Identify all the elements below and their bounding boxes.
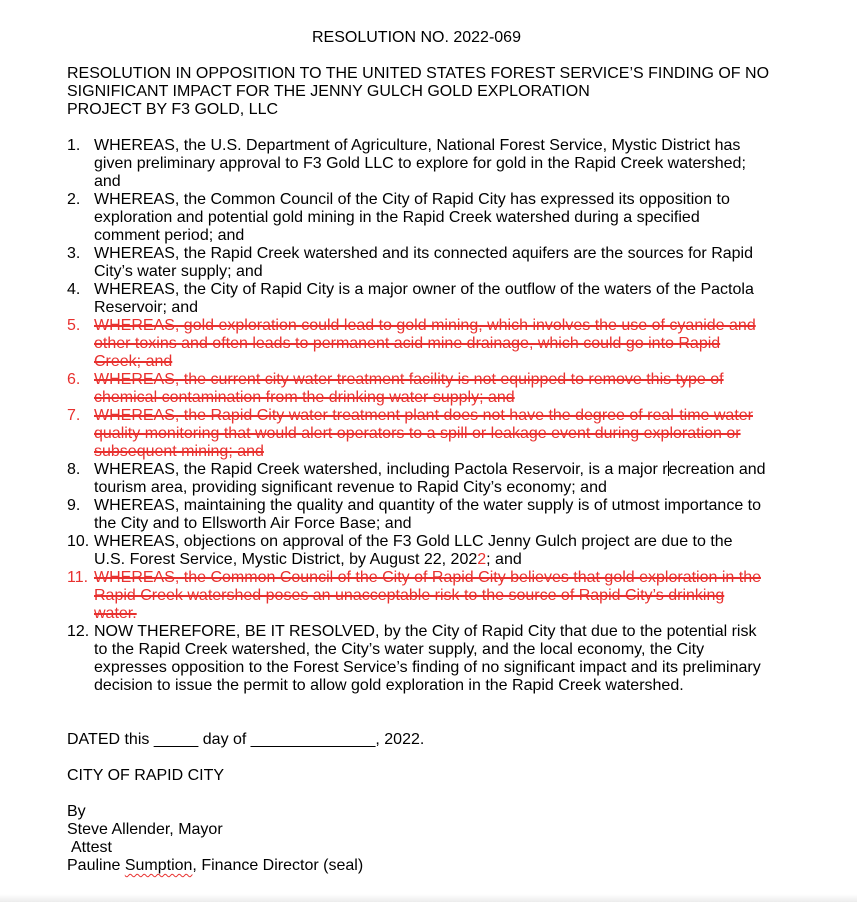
clause-text: WHEREAS, the City of Rapid City is a major owner of the outflow of the waters of the Pactola Reservoir; and [94,281,754,316]
clause-text: WHEREAS, the Common Council of the City of Rapid City has expressed its opposition to exploration and potential gold mining in the Rapid Creek watershed during a specified comment period; and [94,191,730,244]
heading-line: RESOLUTION IN OPPOSITION TO THE UNITED STATES FOREST SERVICE’S FINDING OF NO [67,65,770,82]
clause-text: WHEREAS, maintaining the quality and quantity of the water supply is of utmost importance to the City and to Ellsworth Air Force Base; and [94,497,761,532]
page-bottom-edge [0,894,857,902]
clause-number: 9. [67,497,81,514]
clause-3 [67,245,767,281]
clause-text-part: ecreation and tourism area, providing significant revenue to Rapid City’s economy; and [94,461,766,496]
finance-title: , Finance Director (seal) [192,857,364,874]
clause-text [94,533,733,568]
clause-2 [67,191,767,245]
clause-text-struck: WHEREAS, gold exploration could lead to gold mining, which involves the use of cyanide and other toxins and often leads to permanent acid mine drainage, which could go into Rapid Creek; and [94,317,756,370]
clause-number: 6. [67,371,81,388]
by-label: By [67,803,86,820]
clause-7-deleted [67,407,767,461]
clause-9 [67,497,767,533]
tracked-insertion: 2 [477,551,487,568]
clause-6-deleted [67,371,767,407]
clause-11-deleted [67,569,767,623]
heading-line: PROJECT BY F3 GOLD, LLC [67,101,279,118]
clause-text-struck: WHEREAS, the current city water treatment facility is not equipped to remove this type of chemical contamination from the drinking water supply; and [94,371,724,406]
clause-number: 2. [67,191,81,208]
clause-10 [67,533,767,569]
attest-label: Attest [71,839,112,856]
clause-list [67,137,767,695]
clause-number: 8. [67,461,81,478]
dated-line: DATED this _____ day of ______________, 2022. [67,731,425,748]
city-name: CITY OF RAPID CITY [67,767,225,784]
clause-text [94,461,766,496]
heading-line: SIGNIFICANT IMPACT FOR THE JENNY GULCH GOLD EXPLORATION [67,83,590,100]
clause-text: WHEREAS, the Rapid Creek watershed and its connected aquifers are the sources for Rapid City’s water supply; and [94,245,753,280]
clause-number: 5. [67,317,81,334]
clause-5-deleted [67,317,767,371]
clause-text: WHEREAS, the U.S. Department of Agriculture, National Forest Service, Mystic District has given preliminary approval to F3 Gold LLC to explore for gold in the Rapid Creek watershed; and [94,137,746,190]
finance-director-signature [67,857,363,875]
clause-text-part: WHEREAS, the Rapid Creek watershed, including Pactola Reservoir, is a major r [94,461,668,478]
clause-text-part: ; and [486,551,522,568]
clause-number: 3. [67,245,81,262]
clause-4 [67,281,767,317]
clause-8 [67,461,767,497]
signature-block [67,803,363,875]
resolution-heading [67,65,787,119]
clause-number: 11. [67,569,89,586]
clause-number: 10. [67,533,90,550]
clause-number: 1. [67,137,81,154]
clause-12 [67,623,767,695]
clause-1 [67,137,767,191]
clause-text-part: WHEREAS, objections on approval of the F3 Gold LLC Jenny Gulch project are due to the U.S. Forest Service, Mystic District, by August 22, 202 [94,533,733,568]
finance-first-name: Pauline [67,857,125,874]
clause-text-struck: WHEREAS, the Rapid City water treatment plant does not have the degree of real-time water quality monitoring that would alert operators to a spill or leakage event during exploration or subsequent mining; and [94,407,753,460]
mayor-signature: Steve Allender, Mayor [67,821,223,838]
clause-number: 4. [67,281,81,298]
resolution-number: RESOLUTION NO. 2022-069 [312,29,521,46]
spellcheck-flagged-word: Sumption [124,857,193,874]
clause-number: 7. [67,407,81,424]
clause-number: 12. [67,623,90,640]
clause-text-struck: WHEREAS, the Common Council of the City of Rapid City believes that gold exploration in the Rapid Creek watershed poses an unacceptable risk to the source of Rapid City’s drinking water. [94,569,761,622]
clause-text: NOW THEREFORE, BE IT RESOLVED, by the City of Rapid City that due to the potential risk to the Rapid Creek watershed, the City’s water supply, and the local economy, the City expresses opposition to the Forest Service’s finding of no significant impact and its preliminary decision to issue the permit to allow gold exploration in the Rapid Creek watershed. [94,623,761,694]
